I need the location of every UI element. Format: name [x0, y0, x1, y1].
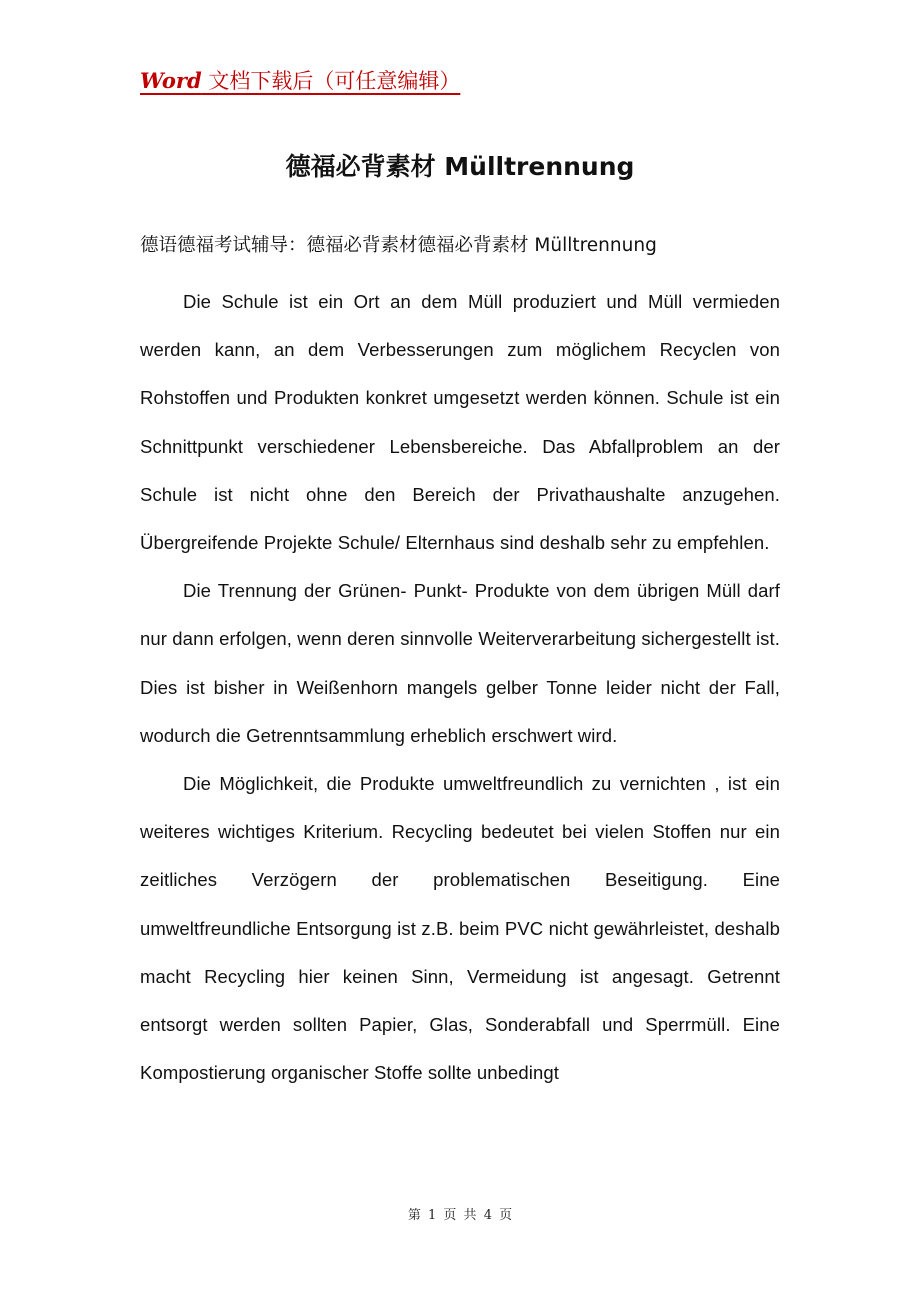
page-title: 德福必背素材 Mülltrennung	[285, 152, 635, 181]
paragraph: Die Möglichkeit, die Produkte umweltfreundlich zu vernichten , ist ein weiteres wichtiges Kriterium. Recycling bedeutet bei vielen Stoffen nur ein zeitliches Verzögern der problematischen Beseitigung. Eine umweltfreundliche Entsorgung ist z.B. beim PVC nicht gewährleistet, deshalb macht Recycling hier keinen Sinn, Vermeidung ist angesagt. Getrennt entsorgt werden sollten Papier, Glas, Sonderabfall und Sperrmüll. Eine Kompostierung organischer Stoffe sollte unbedingt	[140, 773, 780, 1084]
header-subtitle: 文档下载后（可任意编辑）	[201, 69, 461, 93]
document-header	[140, 66, 466, 96]
header-brand: Word	[140, 68, 202, 93]
paragraph: Die Trennung der Grünen- Punkt- Produkte von dem übrigen Müll darf nur dann erfolgen, wenn deren sinnvolle Weiterverarbeitung sichergestellt ist. Dies ist bisher in Weißenhorn mangels gelber Tonne leider nicht der Fall, wodurch die Getrenntsammlung erheblich erschwert wird.	[140, 580, 780, 746]
paragraph: Die Schule ist ein Ort an dem Müll produziert und Müll vermieden werden kann, an dem Verbesserungen zum möglichem Recyclen von Rohstoffen und Produkten konkret umgesetzt werden können. Schule ist ein Schnittpunkt verschiedener Lebensbereiche. Das Abfallproblem an der Schule ist nicht ohne den Bereich der Privathaushalte anzugehen. Übergreifende Projekte Schule/ Elternhaus sind deshalb sehr zu empfehlen.	[140, 291, 780, 554]
body-text	[140, 278, 780, 1097]
intro-line: 德语德福考试辅导：德福必背素材德福必背素材 Mülltrennung	[140, 235, 657, 256]
page-number-footer: 第 1 页 共 4 页	[407, 1208, 513, 1223]
